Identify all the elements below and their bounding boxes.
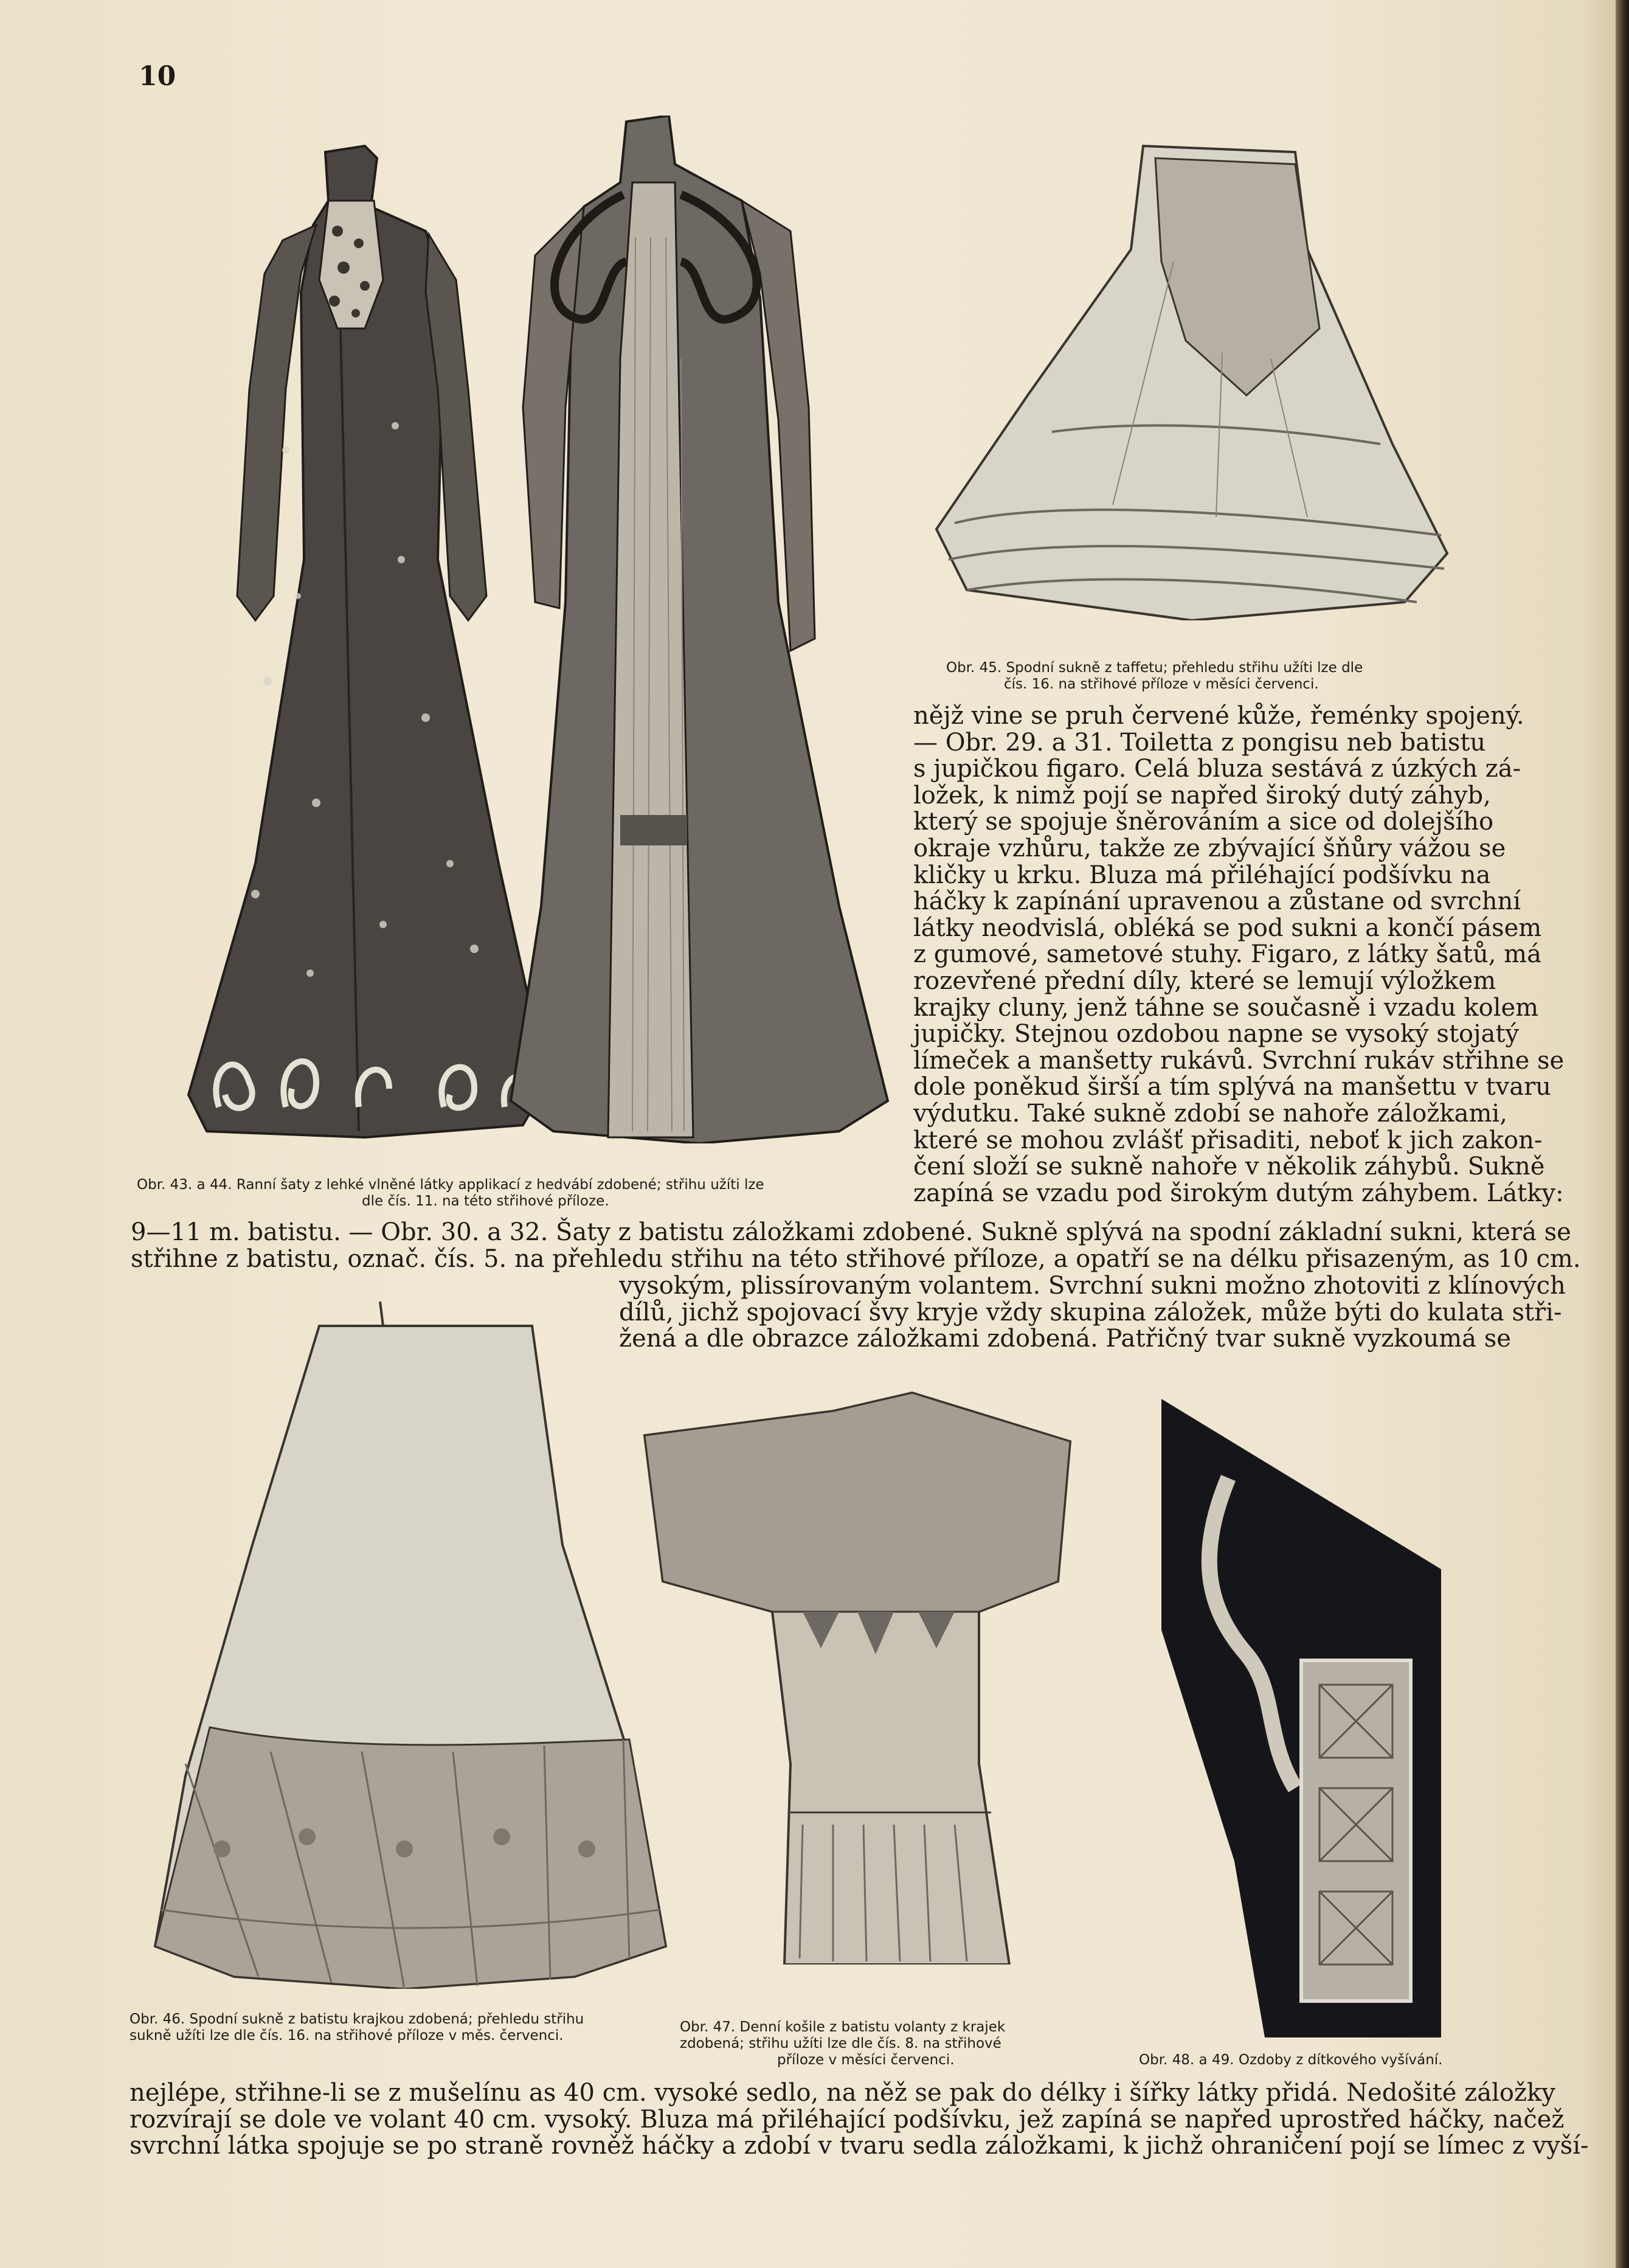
text-line: háčky k zapínání upravenou a zůstane od svrchní bbox=[913, 887, 1521, 916]
text-line: rozvírají se dole ve volant 40 cm. vysoký. Bluza má přiléhající podšívku, jež zapíná se napřed uprostřed háčky, načež bbox=[130, 2105, 1565, 2134]
caption-fig-47 bbox=[680, 2019, 1105, 2069]
full-width-text bbox=[131, 1218, 1581, 1273]
text-line: krajky cluny, jenž táhne se současně i vzadu kolem bbox=[913, 993, 1539, 1022]
text-line: zapíná se vzadu pod širokým dutým záhybem. Látky: bbox=[913, 1179, 1564, 1207]
right-column-text bbox=[913, 702, 1565, 1207]
text-line: výdutku. Také sukně zdobí se nahoře záložkami, bbox=[913, 1099, 1507, 1128]
text-line: 9—11 m. batistu. — Obr. 30. a 32. Šaty z batistu záložkami zdobené. Sukně splývá na spodní základní sukni, která se bbox=[131, 1218, 1571, 1246]
caption-line: zdobená; střihu užíti lze dle čís. 8. na střihové bbox=[680, 2036, 1001, 2051]
coat-44-illustration bbox=[499, 116, 900, 1143]
text-line: nějž vine se pruh červené kůže, řeménky spojený. bbox=[913, 702, 1524, 730]
petticoat-45-illustration bbox=[930, 140, 1453, 620]
caption-line: Obr. 48. a 49. Ozdoby z dítkového vyšívání. bbox=[1139, 2052, 1443, 2068]
caption-line: dle čís. 11. na této střihové příloze. bbox=[362, 1193, 609, 1209]
petticoat-46-illustration bbox=[149, 1302, 672, 1989]
middle-text bbox=[619, 1272, 1566, 1353]
caption-line: Obr. 45. Spodní sukně z taffetu; přehledu střihu užíti lze dle bbox=[946, 660, 1363, 676]
text-line: rozevřené přední díly, které se lemují výložkem bbox=[913, 966, 1496, 995]
caption-fig-43-44 bbox=[137, 1177, 891, 1210]
text-line: které se mohou zvlášť přisaditi, neboť k jich zakon- bbox=[913, 1126, 1543, 1154]
caption-line: Obr. 47. Denní košile z batistu volanty z krajek bbox=[680, 2019, 1006, 2035]
book-spine bbox=[1616, 0, 1629, 2268]
chemise-47-illustration bbox=[638, 1387, 1076, 1965]
caption-fig-45 bbox=[946, 660, 1475, 693]
text-line: dílů, jichž spojovací švy kryje vždy skupina záložek, může býti do kulata stři- bbox=[619, 1298, 1562, 1326]
caption-line: čís. 16. na střihové příloze v měsíci červenci. bbox=[1004, 676, 1319, 692]
text-line: — Obr. 29. a 31. Toiletta z pongisu neb batistu bbox=[913, 728, 1486, 757]
text-line: čení složí se sukně nahoře v několik záhybů. Sukně bbox=[913, 1153, 1545, 1181]
caption-fig-46 bbox=[130, 2011, 652, 2044]
embroidery-48-49-illustration bbox=[1155, 1399, 1447, 2037]
text-line: žená a dle obrazce záložkami zdobená. Patřičný tvar sukně vyzkoumá se bbox=[619, 1325, 1511, 1353]
caption-fig-48-49 bbox=[1139, 2052, 1479, 2069]
text-line: ložek, k nimž pojí se napřed široký dutý záhyb, bbox=[913, 781, 1491, 810]
page-number: 10 bbox=[139, 61, 176, 92]
text-line: látky neodvislá, obléká se pod sukni a končí pásem bbox=[913, 914, 1542, 942]
text-line: s jupičkou figaro. Celá bluza sestává z úzkých zá- bbox=[913, 755, 1521, 783]
text-line: okraje vzhůru, takže ze zbývající šňůry vážou se bbox=[913, 834, 1506, 862]
text-line: límeček a manšetty rukávů. Svrchní rukáv střihne se bbox=[913, 1046, 1565, 1075]
caption-line: sukně užíti lze dle čís. 16. na střihové příloze v měs. červenci. bbox=[130, 2028, 564, 2044]
text-line: který se spojuje šněrováním a sice od dolejšího bbox=[913, 808, 1494, 836]
caption-line: příloze v měsíci červenci. bbox=[777, 2052, 955, 2068]
text-line: dole poněkud širší a tím splývá na manšettu v tvaru bbox=[913, 1073, 1551, 1101]
text-line: vysokým, plissírovaným volantem. Svrchní sukni možno zhotoviti z klínových bbox=[619, 1272, 1566, 1300]
bottom-text bbox=[130, 2079, 1589, 2160]
caption-line: Obr. 46. Spodní sukně z batistu krajkou zdobená; přehledu střihu bbox=[130, 2011, 584, 2027]
text-line: nejlépe, střihne-li se z mušelínu as 40 cm. vysoké sedlo, na něž se pak do délky i šířky látky přidá. Nedošité záložky bbox=[130, 2079, 1555, 2107]
text-line: svrchní látka spojuje se po straně rovněž háčky a zdobí v tvaru sedla záložkami, k jichž ohraničení pojí se límec z vyší- bbox=[130, 2132, 1589, 2160]
text-line: střihne z batistu, označ. čís. 5. na přehledu střihu na této střihové příloze, a opatří se na délku přisazeným, as 10 cm. bbox=[131, 1244, 1581, 1273]
caption-line: Obr. 43. a 44. Ranní šaty z lehké vlněné látky applikací z hedvábí zdobené; střihu užíti lze bbox=[137, 1177, 764, 1193]
text-line: jupičky. Stejnou ozdobou napne se vysoký stojatý bbox=[913, 1020, 1520, 1049]
text-line: z gumové, sametové stuhy. Figaro, z látky šatů, má bbox=[913, 940, 1541, 969]
text-line: kličky u krku. Bluza má přiléhající podšívku na bbox=[913, 861, 1491, 889]
